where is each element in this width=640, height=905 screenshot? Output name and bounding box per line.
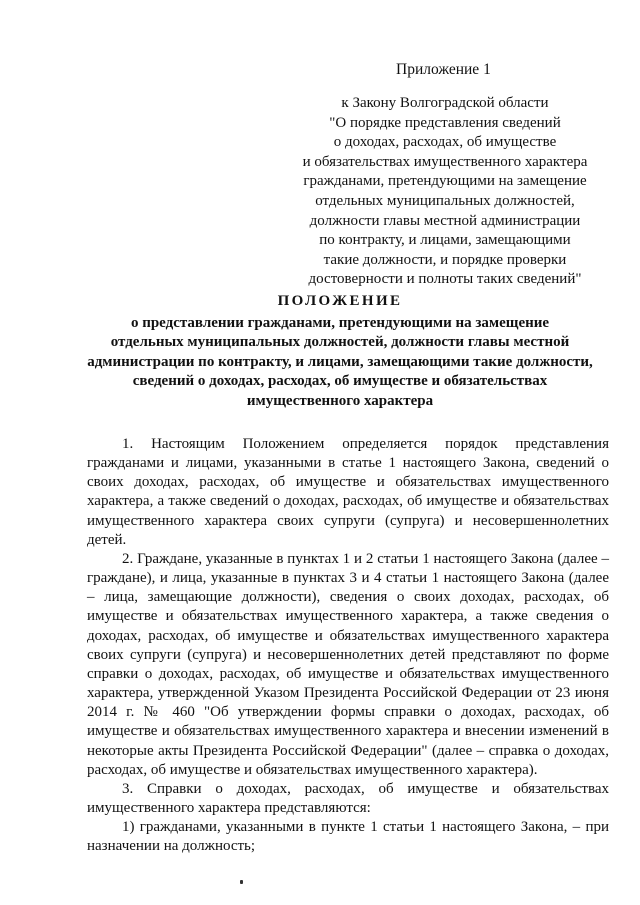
title-line: сведений о доходах, расходах, об имуществе и обязательствах [132, 373, 548, 389]
law-reference [290, 94, 600, 290]
document-body [87, 435, 609, 856]
title-heading: ПОЛОЖЕНИЕ [277, 293, 403, 309]
law-reference-line: достоверности и полноты таких сведений" [308, 271, 582, 288]
paragraph-2: 2. Граждане, указанные в пунктах 1 и 2 статьи 1 настоящего Закона (далее – граждане), и лица, указанные в пунктах 3 и 4 статьи 1 настоящего Закона (далее – лица, замещающие должности), сведения о своих доходах, расходах, об имуществе и обязательствах имущественного характера, а также сведения о доходах, расходах, об имуществе и обязательствах имущественного характера своих супруги (супруга) и несовершеннолетних детей представляют по форме справки о доходах, расходах, об имуществе и обязательствах имущественного характера, утвержденной Указом Президента Российской Федерации от 23 июня 2014 г. № 460 "Об утверждении формы справки о доходах, расходах, об имуществе и обязательствах имущественного характера и внесении изменений в некоторые акты Президента Российской Федерации" (далее – справка о доходах, расходах, об имуществе и обязательствах имущественного характера). [87, 550, 609, 778]
law-reference-line: должности главы местной администрации [309, 212, 581, 229]
scan-speck [240, 880, 243, 884]
title-line: о представлении гражданами, претендующими на замещение [130, 314, 550, 331]
law-reference-line: по контракту, и лицами, замещающими [319, 232, 571, 249]
title-line: администрации по контракту, и лицами, замещающими такие должности, [87, 353, 593, 370]
document-title [60, 292, 620, 411]
paragraph-3: 3. Справки о доходах, расходах, об имуществе и обязательствах имущественного характера представляются: [87, 780, 609, 816]
title-line: отдельных муниципальных должностей, должности главы местной [110, 334, 570, 350]
appendix-label: Приложение 1 [396, 61, 491, 78]
law-reference-line: "О порядке представления сведений [329, 114, 561, 131]
law-reference-line: о доходах, расходах, об имуществе [333, 134, 557, 151]
law-reference-line: и обязательствах имущественного характера [302, 153, 588, 170]
law-reference-line: гражданами, претендующими на замещение [303, 173, 587, 190]
paragraph-3-item-1: 1) гражданами, указанными в пункте 1 статьи 1 настоящего Закона, – при назначении на должность; [87, 819, 609, 855]
law-reference-line: такие должности, и порядке проверки [323, 251, 567, 268]
law-reference-line: к Закону Волгоградской области [341, 95, 549, 111]
title-line: имущественного характера [246, 392, 434, 409]
paragraph-1: 1. Настоящим Положением определяется порядок представления гражданами и лицами, указанными в статье 1 настоящего Закона, сведений о своих доходах, расходах, об имуществе и обязательствах имущественного характера, а также сведений о доходах, расходах, об имуществе и обязательствах имущественного характера своих супруги (супруга) и несовершеннолетних детей. [87, 436, 609, 548]
law-reference-line: отдельных муниципальных должностей, [315, 192, 575, 209]
